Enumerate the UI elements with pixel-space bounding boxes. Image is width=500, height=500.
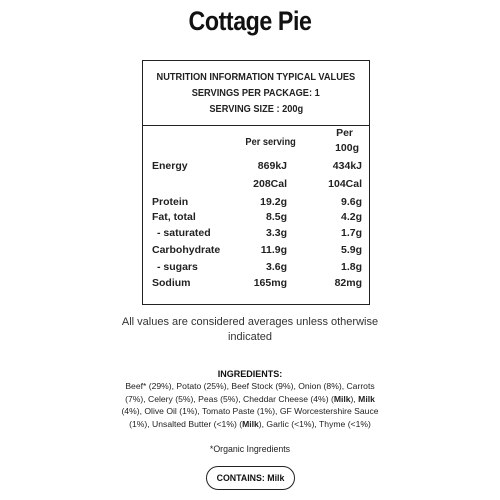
column-per-100g-line2: 100g bbox=[335, 142, 359, 154]
nutrition-panel-heading bbox=[143, 61, 369, 126]
row-per-100g: 9.6g bbox=[340, 196, 362, 208]
ingredients-text: Beef* (29%), Potato (25%), Beef Stock (9%), Onion (8%), Carrots (7%), Celery (5%), Peas (5%), Cheddar Cheese (4%) ( bbox=[125, 381, 375, 404]
averages-note-line2: indicated bbox=[227, 331, 273, 343]
ingredients-text: ), Garlic (<1%), Thyme (<1%) bbox=[258, 418, 371, 429]
row-label: - sugars bbox=[157, 261, 198, 273]
heading-line-typical-values: NUTRITION INFORMATION TYPICAL VALUES bbox=[156, 71, 356, 83]
row-label: Carbohydrate bbox=[152, 244, 221, 256]
row-per-serving: 869kJ bbox=[257, 160, 287, 172]
ingredients-text: ), bbox=[350, 393, 359, 404]
row-per-100g: 82mg bbox=[334, 277, 362, 289]
ingredients-heading: INGREDIENTS: bbox=[217, 369, 283, 379]
averages-note-line1: All values are considered averages unless otherwise bbox=[121, 316, 379, 328]
nutrition-panel bbox=[142, 60, 370, 305]
ingredients-list bbox=[115, 380, 385, 430]
column-per-serving: Per serving bbox=[245, 136, 296, 148]
row-label: Sodium bbox=[152, 277, 191, 289]
row-per-serving: 11.9g bbox=[260, 244, 287, 256]
row-label: Energy bbox=[152, 160, 188, 172]
allergen-emphasis: Milk bbox=[358, 393, 375, 404]
ingredients-text: (4%), Olive Oil (1%), Tomato Paste (1%), GF Worcestershire Sauce (1%), Unsalted Butter (<1%) ( bbox=[121, 406, 379, 429]
row-per-100g: 5.9g bbox=[340, 244, 362, 256]
row-per-serving: 3.3g bbox=[265, 227, 287, 239]
row-per-100g: 434kJ bbox=[332, 160, 362, 172]
organic-note: *Organic Ingredients bbox=[209, 444, 291, 454]
product-title: Cottage Pie bbox=[188, 6, 312, 36]
allergen-emphasis: Milk bbox=[333, 393, 351, 404]
row-per-serving: 8.5g bbox=[265, 211, 287, 223]
allergen-badge-label: CONTAINS: Milk bbox=[216, 473, 285, 483]
row-per-serving: 208Cal bbox=[253, 178, 287, 190]
column-per-100g-line1: Per bbox=[336, 127, 353, 139]
row-per-100g: 1.7g bbox=[340, 227, 362, 239]
row-label: Fat, total bbox=[152, 211, 196, 223]
row-per-100g: 1.8g bbox=[340, 261, 362, 273]
averages-note bbox=[0, 315, 500, 345]
row-per-100g: 4.2g bbox=[340, 211, 362, 223]
allergen-emphasis: Milk bbox=[242, 418, 259, 429]
row-per-serving: 19.2g bbox=[260, 196, 287, 208]
row-per-serving: 3.6g bbox=[265, 261, 287, 273]
row-label: - saturated bbox=[157, 227, 211, 239]
row-label: Protein bbox=[152, 196, 189, 208]
row-per-100g: 104Cal bbox=[328, 178, 362, 190]
heading-line-servings: SERVINGS PER PACKAGE: 1 bbox=[191, 87, 321, 99]
row-per-serving: 165mg bbox=[253, 277, 287, 289]
heading-line-serving-size: SERVING SIZE : 200g bbox=[209, 103, 303, 115]
allergen-badge bbox=[206, 466, 295, 490]
